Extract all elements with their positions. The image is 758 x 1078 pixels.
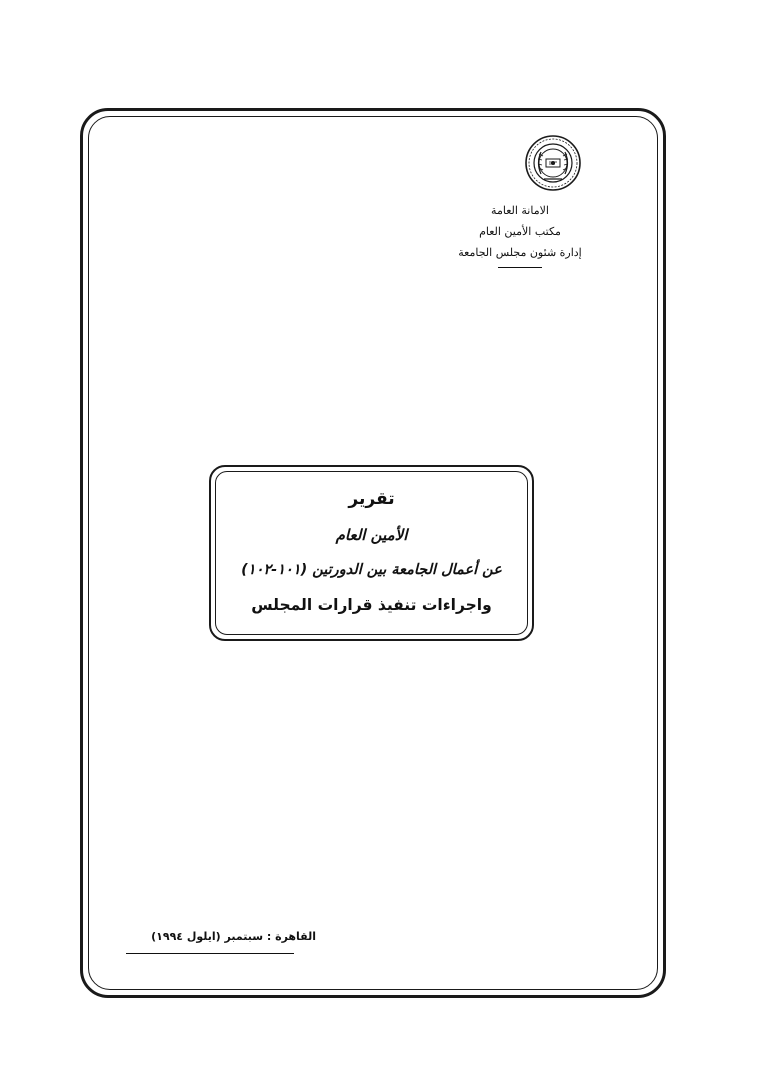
header-line-secretariat: الامانة العامة xyxy=(491,204,549,217)
title-secretary-general: الأمين العام xyxy=(335,526,408,544)
header-line-department: إدارة شئون مجلس الجامعة xyxy=(458,246,582,259)
title-resolutions: واجراءات تنفيذ قرارات المجلس xyxy=(251,596,492,614)
header-line-office: مكتب الأمين العام xyxy=(479,225,561,238)
report-title-box xyxy=(209,465,534,641)
title-sessions: عن أعمال الجامعة بين الدورتين (١٠١-١٠٢) xyxy=(241,562,502,578)
issuer-header xyxy=(420,200,620,268)
title-report: تقرير xyxy=(348,489,395,509)
footer-underline xyxy=(126,953,294,954)
place-and-date: القاهرة : سبتمبر (ايلول ١٩٩٤) xyxy=(151,930,316,943)
arab-league-emblem-icon xyxy=(524,134,582,192)
header-underline xyxy=(498,267,542,268)
